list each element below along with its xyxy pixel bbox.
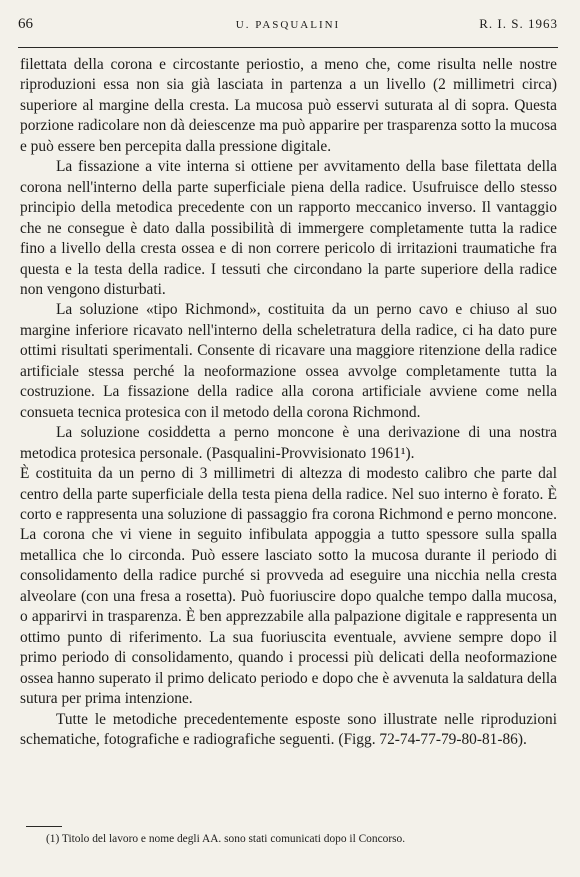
page-header: [18, 16, 558, 40]
paragraph-post-description: È costituita da un perno di 3 millimetri di altezza di modesto calibro che parte dal centro della parte superficiale della testa piena della radice. Nel suo interno è forato. È corto e rappresenta una soluzione di passaggio fra corona Richmond e perno moncone. La corona che vi viene in seguito infibulata appoggia a tutto spessore sulla spalla metallica che lo circonda. Può essere lasciato sotto la mucosa durante il periodo di consolidamento della radice purché si provveda ad eseguire una nicchia nella cresta alveolare (con una fresa a rosetta). Può fuoriuscire dopo qualche tempo dalla mucosa, o apparirvi in trasparenza. È ben apprezzabile alla palpazione digitale e rappresenta un ottimo punto di riferimento. La sua fuoriuscita eventuale, avviene sempre dopo il primo periodo di consolidamento, quando i processi più delicati della neoformazione ossea hanno superato il primo delicato periodo e dopo che è avvenuta la saldatura della sutura per prima intenzione.: [20, 465, 557, 708]
header-rule: [18, 47, 558, 48]
paragraph-continuation: filettata della corona e circostante periostio, a meno che, come risulta nelle nostre riproduzioni essa non sia già lasciata in partenza a un livello (2 millimetri circa) superiore al margine della cresta. La mucosa può esservi suturata al di sopra. Questa porzione radicolare non dà deiescenze ma può apparire per trasparenza sotto la mucosa e può essere ben percepita dalla pressione digitale.: [20, 56, 557, 155]
paragraph-figures: Tutte le metodiche precedentemente esposte sono illustrate nelle riproduzioni schematiche, fotografiche e radiografiche seguenti. (Figg. 72-74-77-79-80-81-86).: [20, 710, 557, 748]
footnote: (1) Titolo del lavoro e nome degli AA. sono stati comunicati dopo il Concorso.: [46, 833, 406, 845]
body-text: [20, 55, 557, 750]
footnote-rule: [26, 826, 62, 827]
paragraph-internal-screw: La fissazione a vite interna si ottiene per avvitamento della base filettata della corona nell'interno della parte superficiale piena della radice. Usufruisce dello stesso principio della metodica precedente con un rapporto meccanico inverso. Il vantaggio che ne consegue è dato dalla possibilità di immergere completamente tutta la radice fino a livello della cresta ossea e di non correre pericolo di irritazioni traumatiche fra questa e la testa della radice. I tessuti che circondano la parte superiore della radice non vengono disturbati.: [20, 158, 557, 298]
journal-reference: R. I. S. 1963: [479, 16, 558, 31]
running-title: U. PASQUALINI: [235, 19, 341, 31]
paragraph-richmond: La soluzione «tipo Richmond», costituita da un perno cavo e chiuso al suo margine inferiore ricavato nell'interno della scheletratura della radice, ci ha dato pure ottimi risultati sperimentali. Consente di ricavare una maggiore ritenzione della radice artificiale stessa perché la neoformazione ossea avvolge completamente tutta la costruzione. La fissazione della radice alla corona artificiale avviene come nella consueta tecnica protesica con il metodo della corona Richmond.: [20, 301, 557, 421]
paragraph-post-core: La soluzione cosiddetta a perno moncone è una derivazione di una nostra metodica protesica personale. (Pasqualini-Provvisionato 1961¹).: [20, 424, 557, 462]
page-number: 66: [18, 16, 33, 32]
